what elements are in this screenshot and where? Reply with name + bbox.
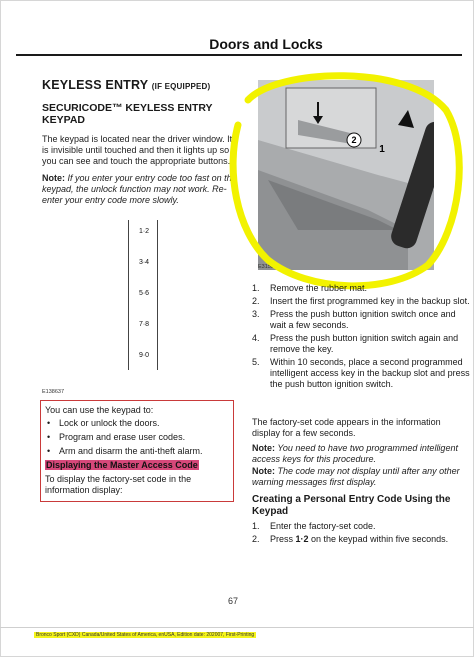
- note-text: If you enter your entry code too fast on the keypad, the unlock function may not work. Re-enter your entry code more slowly.: [42, 173, 237, 205]
- keypad-key-9-0: 9·0: [138, 352, 150, 359]
- note-text: You need to have two programmed intelligent access keys for this procedure.: [252, 443, 458, 464]
- note-label: Note:: [42, 173, 65, 183]
- callout-1: 1: [379, 144, 385, 155]
- keypad-figure-code: E138637: [42, 389, 65, 395]
- page-number: 67: [228, 596, 239, 606]
- keypad-key-3-4: 3·4: [138, 259, 150, 266]
- list-item: 2. Insert the first programmed key in the backup slot.: [252, 296, 470, 306]
- note-label: Note:: [252, 443, 275, 453]
- keypad-key-1-2: 1·2: [138, 228, 150, 235]
- securicode-heading-line1: SECURICODE™ KEYLESS ENTRY: [42, 102, 213, 114]
- list-item: 1. Enter the factory-set code.: [252, 521, 376, 531]
- list-item: 1. Remove the rubber mat.: [252, 283, 368, 293]
- list-item: • Program and erase user codes.: [45, 430, 203, 444]
- keypad-strip: [128, 220, 158, 370]
- backup-slot-figure: [258, 80, 434, 270]
- keyless-entry-heading: [42, 78, 238, 92]
- footer-divider: [0, 627, 474, 628]
- keypad-key-7-8: 7·8: [138, 321, 150, 328]
- left-column: [42, 78, 238, 395]
- keypad-intro-paragraph: The keypad is located near the driver window. It is invisible until touched and then it lights up so you can see and touch the appropriate buttons.: [42, 134, 233, 166]
- uses-intro: You can use the keypad to:: [45, 405, 154, 415]
- securicode-heading-line2: KEYPAD: [42, 114, 85, 126]
- note-two-keys: [252, 443, 470, 465]
- securicode-heading: [42, 102, 238, 126]
- keypad-illustration: [42, 220, 238, 395]
- keyless-entry-heading-qualifier: (IF EQUIPPED): [151, 82, 211, 91]
- callout-2: 2: [351, 135, 357, 145]
- master-access-code-heading: Displaying the Master Access Code: [46, 460, 198, 470]
- page-header: [16, 28, 462, 56]
- list-item: 2. Press 1·2 on the keypad within five seconds.: [252, 534, 449, 544]
- note-label: Note:: [252, 466, 275, 476]
- factory-code-paragraph: The factory-set code appears in the information display for a few seconds.: [252, 417, 441, 438]
- note-text: The code may not display until after any other warning messages first display.: [252, 466, 460, 487]
- list-item: • Arm and disarm the anti-theft alarm.: [45, 444, 203, 458]
- keypad-uses-box: [40, 400, 234, 502]
- keypad-key-5-6: 5·6: [138, 290, 150, 297]
- personal-code-heading: Creating a Personal Entry Code Using the Keypad: [252, 494, 451, 517]
- note-warning-messages: [252, 466, 470, 488]
- list-item: 5. Within 10 seconds, place a second programmed intelligent access key in the backup slot and press the push button ignition switch.: [252, 357, 470, 389]
- personal-code-steps: [252, 521, 470, 547]
- edition-footer: Bronco Sport (CXD) Canada/United States of America, enUSA, Edition date: 202007, First-Printing: [36, 632, 255, 638]
- list-item: 4. Press the push button ignition switch again and remove the key.: [252, 333, 459, 354]
- list-item: 3. Press the push button ignition switch once and wait a few seconds.: [252, 309, 456, 330]
- page-title: Doors and Locks: [209, 36, 323, 52]
- keypad-note: [42, 173, 238, 206]
- programming-steps: [252, 283, 470, 392]
- backup-slot-figure-code: E315884: [258, 264, 281, 270]
- keyless-entry-heading-main: KEYLESS ENTRY: [42, 78, 149, 92]
- uses-list: [45, 416, 203, 458]
- master-access-code-text: To display the factory-set code in the information display:: [45, 474, 192, 495]
- list-item: • Lock or unlock the doors.: [45, 416, 203, 430]
- backup-slot-illustration: [258, 80, 434, 270]
